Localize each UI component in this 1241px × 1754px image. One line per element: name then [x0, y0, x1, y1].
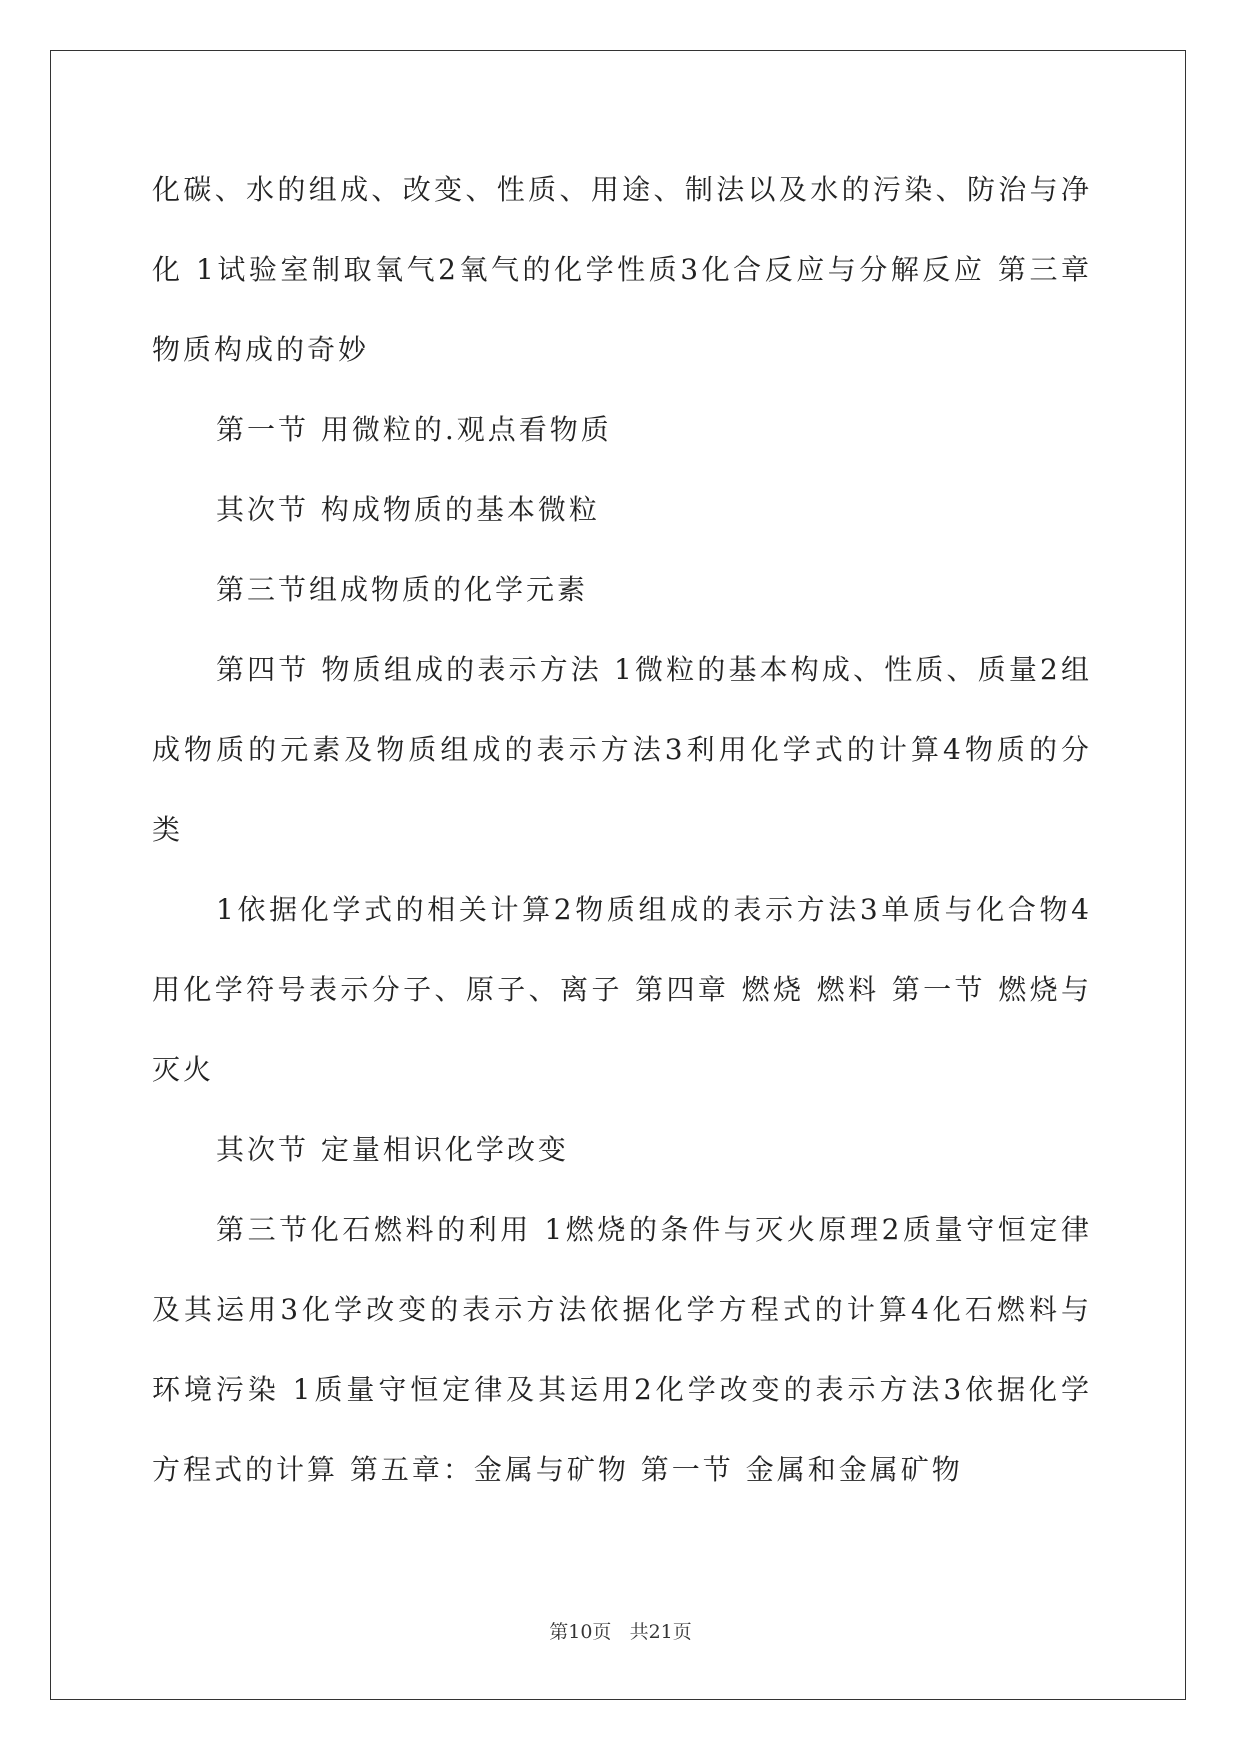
page-footer — [0, 1617, 1241, 1644]
paragraph: 其次节 定量相识化学改变 — [216, 1133, 569, 1166]
paragraph: 1依据化学式的相关计算2物质组成的表示方法3单质与化合物4用化学符号表示分子、原子、离子 第四章 燃烧 燃料 第一节 燃烧与灭火 — [152, 893, 1092, 1086]
paragraph: 第一节 用微粒的.观点看物质 — [216, 413, 612, 446]
paragraph: 第三节组成物质的化学元素 — [216, 573, 589, 606]
page-total: 共21页 — [629, 1621, 692, 1643]
document-body — [152, 150, 1092, 1510]
page-number: 第10页 — [549, 1621, 612, 1643]
paragraph: 化碳、水的组成、改变、性质、用途、制法以及水的污染、防治与净化 1试验室制取氧气2氧气的化学性质3化合反应与分解反应 第三章 物质构成的奇妙 — [152, 173, 1092, 366]
paragraph: 第四节 物质组成的表示方法 1微粒的基本构成、性质、质量2组成物质的元素及物质组成的表示方法3利用化学式的计算4物质的分类 — [152, 653, 1092, 846]
paragraph: 其次节 构成物质的基本微粒 — [216, 493, 600, 526]
paragraph: 第三节化石燃料的利用 1燃烧的条件与灭火原理2质量守恒定律及其运用3化学改变的表示方法依据化学方程式的计算4化石燃料与环境污染 1质量守恒定律及其运用2化学改变的表示方法3依据化学方程式的计算 第五章：金属与矿物 第一节 金属和金属矿物 — [152, 1213, 1092, 1486]
